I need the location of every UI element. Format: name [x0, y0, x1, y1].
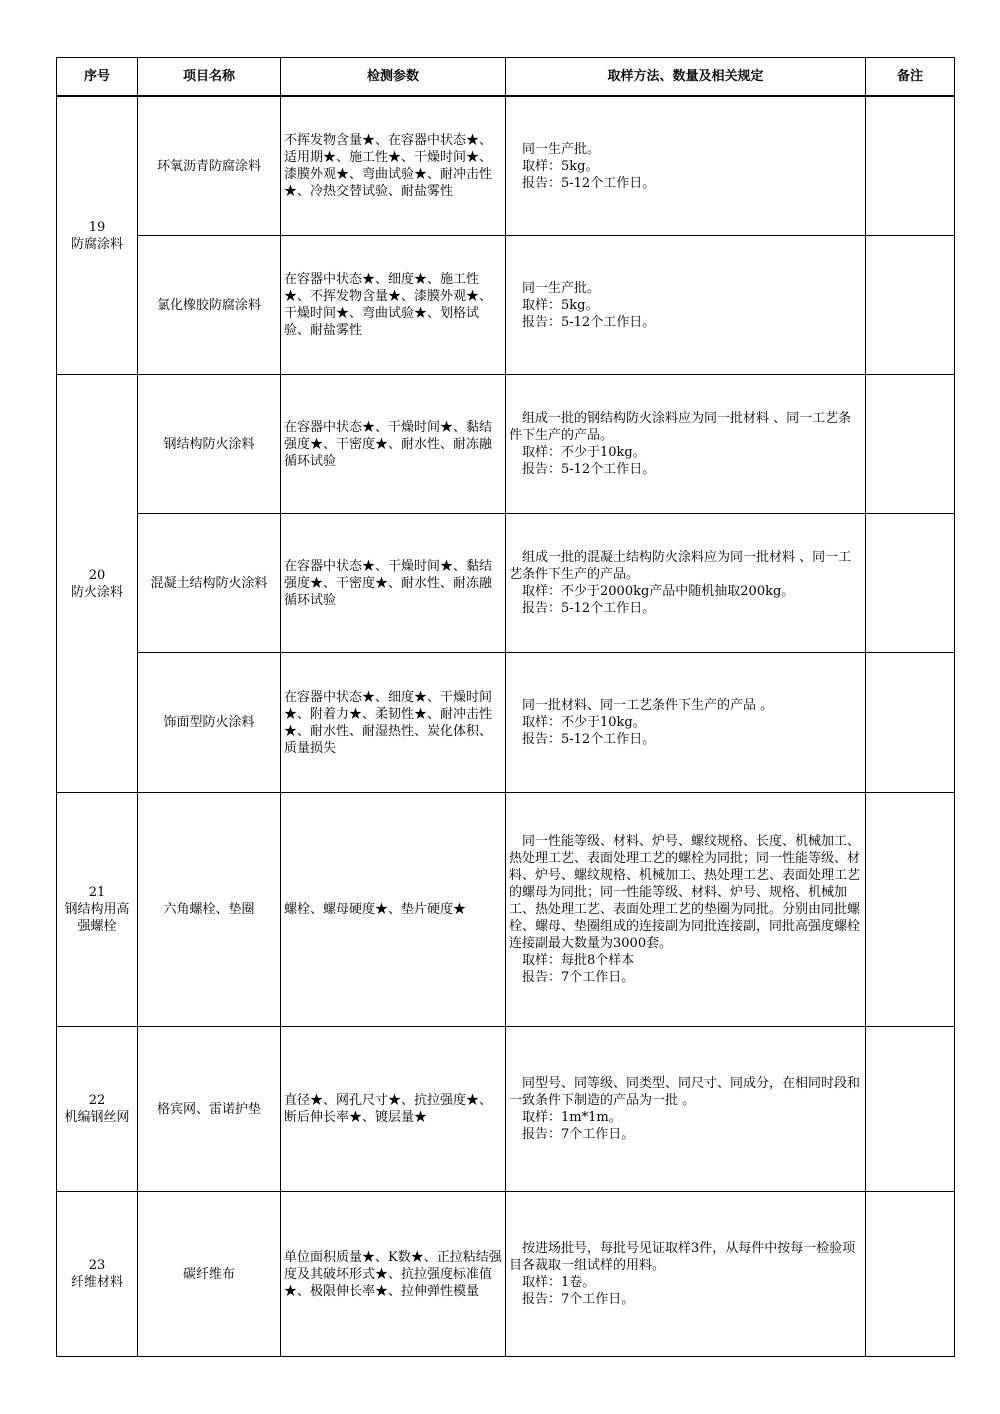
- group-cell-19: [57, 96, 138, 375]
- group-category: 防火涂料: [70, 584, 123, 600]
- group-number: 23: [88, 1258, 106, 1273]
- group-number: 19: [88, 219, 106, 235]
- group-category: 钢结构用高强螺栓: [64, 902, 130, 934]
- table-row: [57, 375, 955, 514]
- item-sampling: 同一生产批。 取样：5kg。 报告：5-12个工作日。: [506, 96, 866, 236]
- item-name: 六角螺栓、垫圈: [138, 793, 281, 1027]
- item-remarks: [866, 1192, 955, 1357]
- group-cell-22: [57, 1027, 138, 1192]
- table-row: [57, 236, 955, 375]
- header-sampling: 取样方法、数量及相关规定: [506, 58, 866, 97]
- item-name: 环氧沥青防腐涂料: [138, 96, 281, 236]
- table-row: [57, 1192, 955, 1357]
- item-params: 不挥发物含量★、在容器中状态★、适用期★、施工性★、干燥时间★、漆膜外观★、弯曲试验★、耐冲击性★、冷热交替试验、耐盐雾性: [281, 96, 506, 236]
- item-name: 混凝土结构防火涂料: [138, 514, 281, 653]
- item-params: 单位面积质量★、K数★、正拉粘结强度及其破坏形式★、抗拉强度标准值★、极限伸长率★、拉伸弹性模量: [281, 1192, 506, 1357]
- group-cell-21: [57, 793, 138, 1027]
- group-cell-23: [57, 1192, 138, 1357]
- item-params: 螺栓、螺母硬度★、垫片硬度★: [281, 793, 506, 1027]
- item-sampling: 按进场批号，每批号见证取样3件，从每件中按每一检验项目各裁取一组试样的用料。 取样：1卷。 报告：7个工作日。: [506, 1192, 866, 1357]
- header-name: 项目名称: [138, 58, 281, 97]
- table-row: [57, 514, 955, 653]
- item-remarks: [866, 514, 955, 653]
- item-name: 格宾网、雷诺护垫: [138, 1027, 281, 1192]
- item-sampling: 同型号、同等级、同类型、同尺寸、同成分，在相同时段和一致条件下制造的产品为一批 。 取样：1m*1m。 报告：7个工作日。: [506, 1027, 866, 1192]
- group-cell-20: [57, 375, 138, 793]
- item-remarks: [866, 236, 955, 375]
- item-name: 钢结构防火涂料: [138, 375, 281, 514]
- item-params: 在容器中状态★、细度★、施工性★、不挥发物含量★、漆膜外观★、干燥时间★、弯曲试验★、划格试验、耐盐雾性: [281, 236, 506, 375]
- item-remarks: [866, 653, 955, 793]
- item-remarks: [866, 1027, 955, 1192]
- item-params: 在容器中状态★、细度★、干燥时间★、附着力★、柔韧性★、耐冲击性★、耐水性、耐湿热性、炭化体积、质量损失: [281, 653, 506, 793]
- header-row: [57, 58, 955, 97]
- item-name: 碳纤维布: [138, 1192, 281, 1357]
- item-sampling: 组成一批的混凝土结构防火涂料应为同一批材料 、同一工艺条件下生产的产品。 取样：不少于2000kg产品中随机抽取200kg。 报告：5-12个工作日。: [506, 514, 866, 653]
- group-number: 21: [88, 885, 106, 900]
- item-sampling: 同一批材料、同一工艺条件下生产的产品 。 取样：不少于10kg。 报告：5-12个工作日。: [506, 653, 866, 793]
- inspection-table: [56, 57, 955, 1357]
- item-params: 在容器中状态★、干燥时间★、黏结强度★、干密度★、耐水性、耐冻融循环试验: [281, 375, 506, 514]
- header-remarks: 备注: [866, 58, 955, 97]
- item-params: 在容器中状态★、干燥时间★、黏结强度★、干密度★、耐水性、耐冻融循环试验: [281, 514, 506, 653]
- table-row: [57, 653, 955, 793]
- item-remarks: [866, 793, 955, 1027]
- header-params: 检测参数: [281, 58, 506, 97]
- item-sampling: 组成一批的钢结构防火涂料应为同一批材料 、同一工艺条件下生产的产品。 取样：不少于10kg。 报告：5-12个工作日。: [506, 375, 866, 514]
- item-sampling: 同一生产批。 取样：5kg。 报告：5-12个工作日。: [506, 236, 866, 375]
- item-remarks: [866, 96, 955, 236]
- header-no: 序号: [57, 58, 138, 97]
- item-sampling: 同一性能等级、材料、炉号、螺纹规格、长度、机械加工、热处理工艺、表面处理工艺的螺栓为同批；同一性能等级、材料、炉号、螺纹规格、机械加工、热处理工艺、表面处理工艺的螺母为同批；同一性能等级、材料、炉号、规格、机械加工、热处理工艺、表面处理工艺的垫圈为同批。分别由同批螺栓、螺母、垫圈组成的连接副为同批连接副，同批高强度螺栓连接副最大数量为3000套。 取样：每批8个样本 报告：7个工作日。: [506, 793, 866, 1027]
- group-category: 纤维材料: [70, 1275, 123, 1290]
- group-number: 22: [88, 1093, 106, 1108]
- table-row: [57, 1027, 955, 1192]
- table-row: [57, 793, 955, 1027]
- group-category: 防腐涂料: [70, 236, 123, 252]
- table-row: [57, 96, 955, 236]
- group-number: 20: [88, 567, 106, 583]
- item-name: 饰面型防火涂料: [138, 653, 281, 793]
- item-remarks: [866, 375, 955, 514]
- item-params: 直径★、网孔尺寸★、抗拉强度★、断后伸长率★、镀层量★: [281, 1027, 506, 1192]
- group-category: 机编钢丝网: [64, 1110, 130, 1125]
- item-name: 氯化橡胶防腐涂料: [138, 236, 281, 375]
